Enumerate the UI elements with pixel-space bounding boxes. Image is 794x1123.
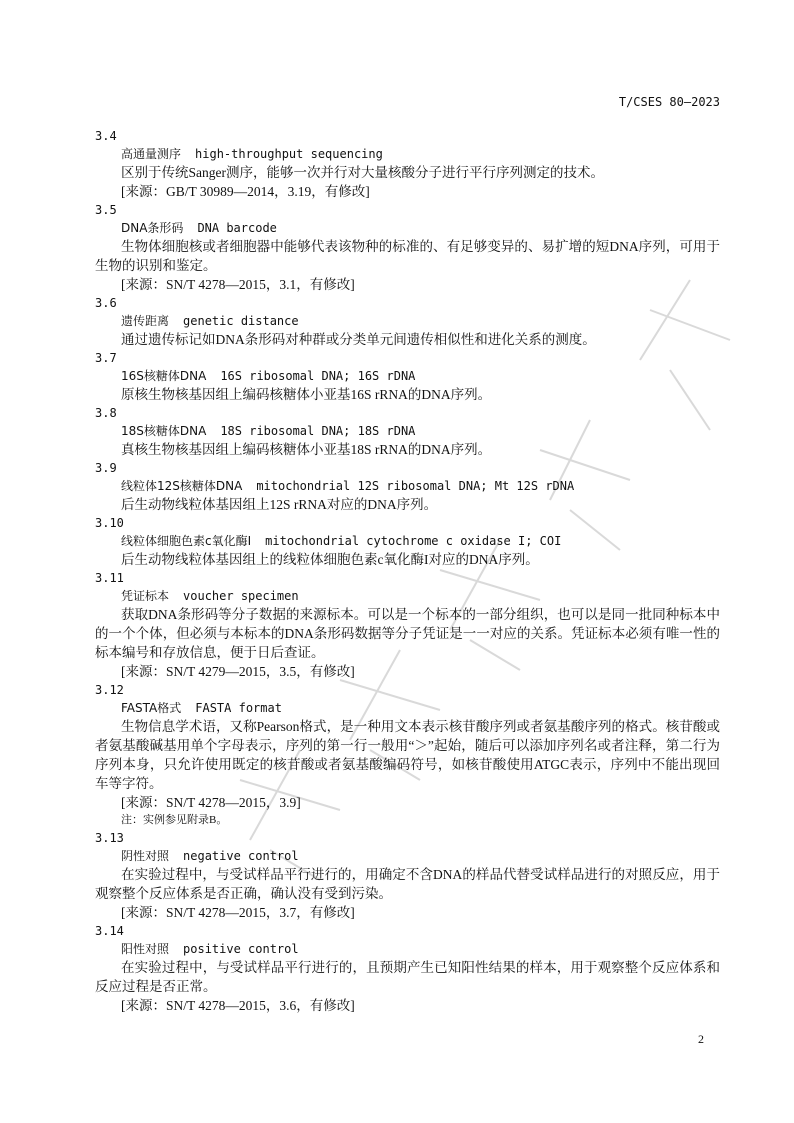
clause-number: 3.4 [95, 129, 117, 143]
term-title [121, 847, 720, 865]
page-number: 2 [698, 1032, 704, 1046]
term-entry-3-11 [95, 569, 720, 681]
clause-number: 3.14 [95, 924, 124, 938]
clause-number: 3.11 [95, 571, 124, 585]
term-cn: 高通量测序 [121, 147, 182, 161]
definition: 生物信息学术语，又称Pearson格式，是一种用文本表示核苷酸序列或者氨基酸序列的格式。核苷酸或者氨基酸碱基用单个字母表示，序列的第一行一般用“＞”起始，随后可以添加序列名或者注释，第二行为序列本身，只允许使用既定的核苷酸或者氨基酸编码符号，如核苷酸使用ATGC表示，序列中不能出现回车等字符。 [95, 719, 720, 791]
term-entry-3-4 [95, 127, 720, 201]
definition: 通过遗传标记如DNA条形码对种群或分类单元间遗传相似性和进化关系的测度。 [121, 332, 596, 347]
term-cn: 阳性对照 [121, 942, 170, 956]
clause-number: 3.5 [95, 203, 117, 217]
term-title [121, 312, 720, 330]
term-en: DNA barcode [197, 221, 277, 235]
term-cn: 18S核糖体DNA [121, 424, 207, 438]
term-en: mitochondrial 12S ribosomal DNA; Mt 12S rDNA [256, 479, 575, 493]
terms-section [95, 127, 720, 1015]
term-cn: 凭证标本 [121, 589, 170, 603]
term-cn: FASTA格式 [121, 701, 182, 715]
term-entry-3-12 [95, 681, 720, 829]
definition: 后生动物线粒体基因组上的线粒体细胞色素c氧化酶I对应的DNA序列。 [121, 552, 539, 567]
clause-number: 3.6 [95, 296, 117, 310]
note: 注：实例参见附录B。 [121, 814, 228, 826]
definition: 在实验过程中，与受试样品平行进行的，且预期产生已知阳性结果的样本，用于观察整个反应体系和反应过程是否正常。 [95, 960, 720, 994]
source-citation: [来源：SN/T 4278—2015，3.7，有修改] [121, 905, 355, 920]
term-title [121, 145, 720, 163]
clause-number: 3.7 [95, 351, 117, 365]
clause-number: 3.10 [95, 516, 124, 530]
term-en: mitochondrial cytochrome c oxidase I; COI [265, 534, 562, 548]
definition: 区别于传统Sanger测序，能够一次并行对大量核酸分子进行平行序列测定的技术。 [121, 165, 604, 180]
definition: 真核生物核基因组上编码核糖体小亚基18S rRNA的DNA序列。 [121, 442, 492, 457]
term-en: high-throughput sequencing [195, 147, 383, 161]
term-entry-3-7 [95, 349, 720, 404]
term-entry-3-5 [95, 201, 720, 294]
term-title [121, 422, 720, 440]
source-citation: [来源：SN/T 4278—2015，3.1，有修改] [121, 277, 355, 292]
term-entry-3-13 [95, 829, 720, 922]
source-citation: [来源：SN/T 4278—2015，3.9] [121, 795, 301, 810]
term-entry-3-8 [95, 404, 720, 459]
source-citation: [来源：SN/T 4279—2015，3.5，有修改] [121, 664, 355, 679]
term-en: FASTA format [195, 701, 282, 715]
term-title [121, 477, 720, 495]
term-en: negative control [183, 849, 299, 863]
term-cn: 遗传距离 [121, 314, 170, 328]
clause-number: 3.8 [95, 406, 117, 420]
clause-number: 3.13 [95, 831, 124, 845]
term-en: 18S ribosomal DNA; 18S rDNA [220, 424, 416, 438]
term-en: voucher specimen [183, 589, 299, 603]
term-entry-3-9 [95, 459, 720, 514]
term-en: positive control [183, 942, 299, 956]
term-entry-3-14 [95, 922, 720, 1015]
term-title [121, 219, 720, 237]
definition: 后生动物线粒体基因组上12S rRNA对应的DNA序列。 [121, 497, 438, 512]
source-citation: [来源：SN/T 4278—2015，3.6，有修改] [121, 998, 355, 1013]
definition: 生物体细胞核或者细胞器中能够代表该物种的标准的、有足够变异的、易扩增的短DNA序列，可用于生物的识别和鉴定。 [95, 239, 720, 273]
term-cn: 16S核糖体DNA [121, 369, 207, 383]
term-cn: 阴性对照 [121, 849, 170, 863]
term-en: genetic distance [183, 314, 299, 328]
term-title [121, 587, 720, 605]
term-title [121, 940, 720, 958]
term-entry-3-6 [95, 294, 720, 349]
definition: 原核生物核基因组上编码核糖体小亚基16S rRNA的DNA序列。 [121, 387, 492, 402]
term-cn: 线粒体12S核糖体DNA [121, 479, 243, 493]
definition: 获取DNA条形码等分子数据的来源标本。可以是一个标本的一部分组织，也可以是同一批同种标本中的一个个体，但必须与本标本的DNA条形码数据等分子凭证是一一对应的关系。凭证标本必须有唯一性的标本编号和存放信息，便于日后查证。 [95, 607, 720, 660]
definition: 在实验过程中，与受试样品平行进行的，用确定不含DNA的样品代替受试样品进行的对照反应，用于观察整个反应体系是否正确，确认没有受到污染。 [95, 867, 720, 901]
term-title [121, 699, 720, 717]
document-code: T/CSES 80—2023 [618, 95, 720, 109]
term-en: 16S ribosomal DNA; 16S rDNA [220, 369, 416, 383]
term-title [121, 367, 720, 385]
term-entry-3-10 [95, 514, 720, 569]
term-title [121, 532, 720, 550]
clause-number: 3.9 [95, 461, 117, 475]
source-citation: [来源：GB/T 30989—2014，3.19，有修改] [121, 184, 370, 199]
term-cn: 线粒体细胞色素c氧化酶I [121, 534, 252, 548]
clause-number: 3.12 [95, 683, 124, 697]
term-cn: DNA条形码 [121, 221, 184, 235]
